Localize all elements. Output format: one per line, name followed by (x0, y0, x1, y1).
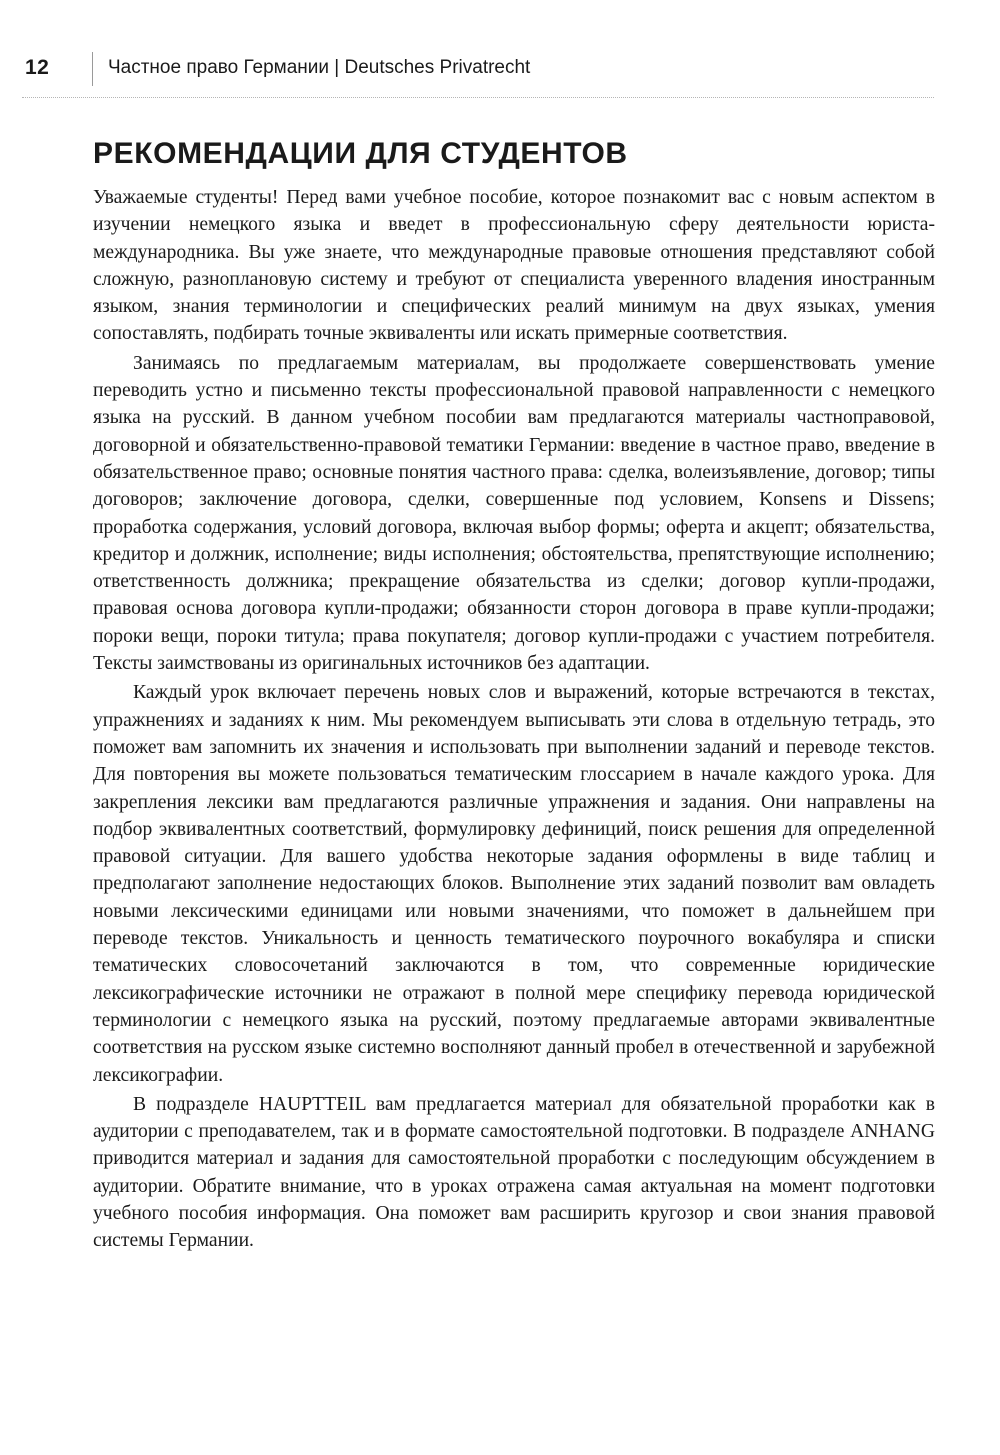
page-number: 12 (25, 56, 50, 79)
page-header (22, 50, 942, 90)
header-rule (22, 97, 934, 98)
paragraph-materials: Занимаясь по предлагаемым материалам, вы продолжаете совершенствовать умение переводить устно и письменно тексты профессиональной правовой направленности с немецкого языка на русский. В данном учебном пособии вам предлагаются материалы частноправовой, договорной и обязательственно-правовой тематики Германии: введение в частное право, введение в обязательственное право; основные понятия частного права: сделка, волеизъявление, договор; типы договоров; заключение договора, сделки, совершенные под условием, Konsens и Dissens; проработка содержания, условий договора, включая выбор формы; оферта и акцепт; обязательства, кредитор и должник, исполнение; виды исполнения; обстоятельства, препятствующие исполнению; ответственность должника; прекращение обязательства из сделки; договор купли-продажи, правовая основа договора купли-продажи; обязанности сторон договора в праве купли-продажи; пороки вещи, пороки титула; права покупателя; договор купли-продажи с участием потребителя. Тексты заимствованы из оригинальных источников без адаптации. (93, 352, 935, 675)
paragraph-vocabulary: Каждый урок включает перечень новых слов и выражений, которые встречаются в текстах, упражнениях и заданиях к ним. Мы рекомендуем выписывать эти слова в отдельную тетрадь, это поможет вам запомнить их значения и использовать при выполнении заданий и переводе текстов. Для повторения вы можете пользоваться тематическим глоссарием в начале каждого урока. Для закрепления лексики вам предлагаются различные упражнения и задания. Они направлены на подбор эквивалентных соответствий, формулировку дефиниций, поиск решения для определенной правовой ситуации. Для вашего удобства некоторые задания оформлены в виде таблиц и предполагают заполнение недостающих блоков. Выполнение этих заданий позволит вам овладеть новыми лексическими единицами или новыми значениями, что поможет в дальнейшем при переводе текстов. Уникальность и ценность тематического поурочного вокабуляра и списки тематических словосочетаний заключаются в том, что современные юридические лексикографические источники не отражают в полной мере специфику перевода юридической терминологии с немецкого языка на русский, поэтому предлагаемые авторами эквивалентные соответствия на русском языке системно восполняют данный пробел в отечественной и зарубежной лексикографии. (93, 682, 935, 1086)
header-divider (92, 52, 93, 86)
section-title: РЕКОМЕНДАЦИИ ДЛЯ СТУДЕНТОВ (93, 137, 628, 170)
paragraph-intro: Уважаемые студенты! Перед вами учебное пособие, которое познакомит вас с новым аспектом в изучении немецкого языка и введет в профессиональную сферу деятельности юриста-международника. Вы уже знаете, что международные правовые отношения представляют собой сложную, разноплановую систему и требуют от специалиста уверенного владения иностранным языком, знания терминологии и специфических реалий минимум на двух языках, умения сопоставлять, подбирать точные эквиваленты или искать примерные соответствия. (93, 187, 935, 345)
running-title: Частное право Германии | Deutsches Privatrecht (108, 57, 531, 78)
section-body (93, 184, 935, 1257)
paragraph-structure: В подразделе HAUPTTEIL вам предлагается материал для обязательной проработки как в аудитории с преподавателем, так и в формате самостоятельной подготовки. В подразделе ANHANG приводится материал и задания для самостоятельной проработки с последующим обсуждением в аудитории. Обратите внимание, что в уроках отражена самая актуальная на момент подготовки учебного пособия информация. Она поможет вам расширить кругозор и свои знания правовой системы Германии. (93, 1093, 935, 1252)
